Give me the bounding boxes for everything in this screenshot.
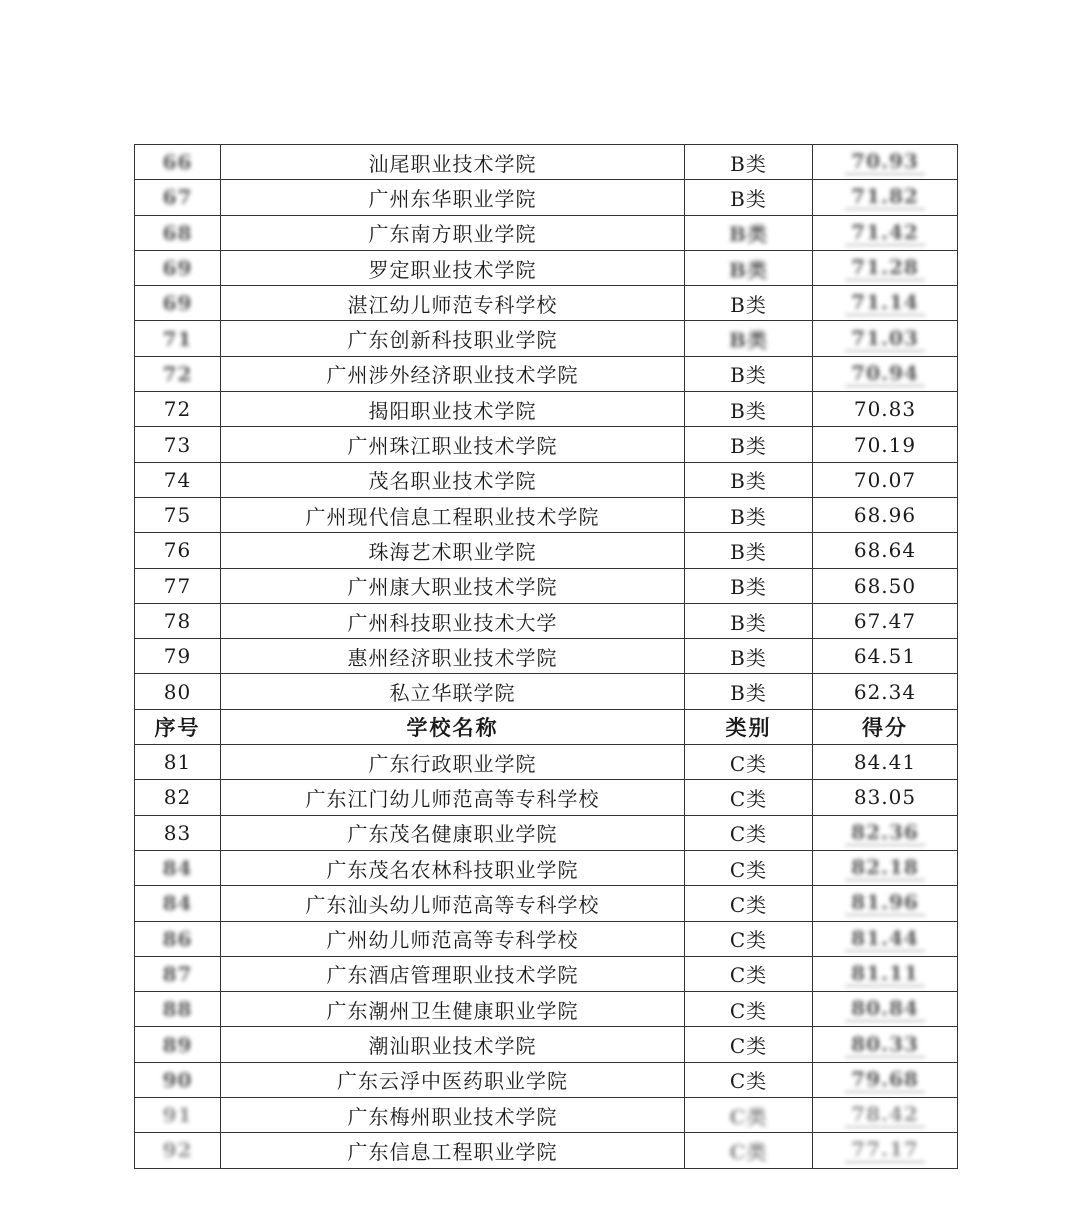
table-row	[135, 815, 958, 850]
rank-number-cell	[135, 145, 221, 180]
obscured-value: 78.42	[845, 1102, 925, 1128]
rank-number-cell	[135, 850, 221, 885]
header-school-name-cell: 学校名称	[221, 709, 685, 744]
rank-number-cell	[135, 1133, 221, 1168]
category-cell: C类	[685, 1027, 813, 1062]
school-name-cell: 广东梅州职业技术学院	[221, 1098, 685, 1133]
score-cell: 68.50	[813, 568, 958, 603]
school-name-cell: 广州康大职业技术学院	[221, 568, 685, 603]
score-cell: 83.05	[813, 780, 958, 815]
school-name-cell: 广东南方职业学院	[221, 215, 685, 250]
rank-number-cell	[135, 215, 221, 250]
table-row	[135, 1062, 958, 1097]
score-cell	[813, 886, 958, 921]
school-name-cell: 广东江门幼儿师范高等专科学校	[221, 780, 685, 815]
obscured-value: 84	[162, 891, 193, 916]
category-cell	[685, 1098, 813, 1133]
score-cell: 67.47	[813, 603, 958, 638]
table-row	[135, 780, 958, 815]
ranking-table	[134, 144, 958, 1169]
rank-number-cell: 81	[135, 745, 221, 780]
obscured-value: 71.42	[845, 220, 925, 246]
score-cell	[813, 1062, 958, 1097]
rank-number-cell: 76	[135, 533, 221, 568]
score-cell	[813, 321, 958, 356]
table-row	[135, 497, 958, 532]
obscured-value: 81.44	[845, 926, 925, 952]
obscured-value: 67	[162, 185, 193, 210]
rank-number-cell: 77	[135, 568, 221, 603]
category-cell: B类	[685, 180, 813, 215]
obscured-value: 80.84	[845, 996, 925, 1022]
obscured-value: 71.82	[845, 184, 925, 210]
school-name-cell: 广州幼儿师范高等专科学校	[221, 921, 685, 956]
category-cell: B类	[685, 639, 813, 674]
score-cell: 84.41	[813, 745, 958, 780]
score-cell	[813, 1133, 958, 1168]
table-row	[135, 639, 958, 674]
obscured-value: 88	[162, 997, 193, 1022]
table-row	[135, 533, 958, 568]
school-name-cell: 广州现代信息工程职业技术学院	[221, 497, 685, 532]
score-cell	[813, 180, 958, 215]
school-name-cell: 广东茂名健康职业学院	[221, 815, 685, 850]
obscured-value: 70.93	[845, 149, 925, 175]
category-cell: C类	[685, 956, 813, 991]
table-row	[135, 321, 958, 356]
obscured-value: 71	[162, 326, 193, 351]
rank-number-cell: 74	[135, 462, 221, 497]
score-cell	[813, 1098, 958, 1133]
rank-number-cell	[135, 356, 221, 391]
table-row	[135, 462, 958, 497]
obscured-value: 70.94	[845, 361, 925, 387]
obscured-value: 91	[162, 1103, 193, 1128]
category-cell	[685, 321, 813, 356]
obscured-value: 68	[162, 220, 193, 245]
obscured-value: 89	[162, 1032, 193, 1057]
ranking-table-body	[135, 145, 958, 1169]
rank-number-cell	[135, 921, 221, 956]
school-name-cell: 广州涉外经济职业技术学院	[221, 356, 685, 391]
school-name-cell: 广东潮州卫生健康职业学院	[221, 992, 685, 1027]
school-name-cell: 广东创新科技职业学院	[221, 321, 685, 356]
category-cell: B类	[685, 427, 813, 462]
category-cell: B类	[685, 568, 813, 603]
school-name-cell: 惠州经济职业技术学院	[221, 639, 685, 674]
table-row	[135, 145, 958, 180]
obscured-value: 80.33	[845, 1032, 925, 1058]
category-cell: C类	[685, 815, 813, 850]
rank-number-cell: 83	[135, 815, 221, 850]
category-cell: B类	[685, 603, 813, 638]
table-row	[135, 568, 958, 603]
score-cell	[813, 356, 958, 391]
rank-number-cell	[135, 180, 221, 215]
score-cell	[813, 850, 958, 885]
school-name-cell: 广州科技职业技术大学	[221, 603, 685, 638]
school-name-cell: 广东汕头幼儿师范高等专科学校	[221, 886, 685, 921]
school-name-cell: 广州珠江职业技术学院	[221, 427, 685, 462]
obscured-value: B类	[729, 328, 768, 353]
table-row	[135, 286, 958, 321]
rank-number-cell: 80	[135, 674, 221, 709]
obscured-value: C类	[729, 1104, 768, 1129]
rank-number-cell: 78	[135, 603, 221, 638]
table-row	[135, 956, 958, 991]
obscured-value: 86	[162, 926, 193, 951]
obscured-value: 72	[162, 361, 193, 386]
table-row	[135, 180, 958, 215]
score-cell	[813, 1027, 958, 1062]
table-header-row	[135, 709, 958, 744]
school-name-cell: 茂名职业技术学院	[221, 462, 685, 497]
school-name-cell: 揭阳职业技术学院	[221, 392, 685, 427]
obscured-value: 87	[162, 961, 193, 986]
table-row	[135, 392, 958, 427]
rank-number-cell	[135, 1062, 221, 1097]
school-name-cell: 广东行政职业学院	[221, 745, 685, 780]
rank-number-cell: 72	[135, 392, 221, 427]
score-cell	[813, 145, 958, 180]
table-row	[135, 1133, 958, 1168]
category-cell	[685, 1133, 813, 1168]
category-cell	[685, 215, 813, 250]
category-cell: B类	[685, 392, 813, 427]
obscured-value: B类	[729, 257, 768, 282]
score-cell	[813, 286, 958, 321]
table-row	[135, 250, 958, 285]
table-row	[135, 1098, 958, 1133]
category-cell: B类	[685, 286, 813, 321]
table-row	[135, 427, 958, 462]
table-row	[135, 674, 958, 709]
school-name-cell: 私立华联学院	[221, 674, 685, 709]
obscured-value: 79.68	[845, 1067, 925, 1093]
school-name-cell: 广东酒店管理职业技术学院	[221, 956, 685, 991]
obscured-value: 71.14	[845, 290, 925, 316]
category-cell: C类	[685, 780, 813, 815]
category-cell: C类	[685, 992, 813, 1027]
school-name-cell: 罗定职业技术学院	[221, 250, 685, 285]
score-cell	[813, 250, 958, 285]
category-cell: B类	[685, 497, 813, 532]
score-cell: 62.34	[813, 674, 958, 709]
obscured-value: 81.96	[845, 890, 925, 916]
rank-number-cell	[135, 956, 221, 991]
school-name-cell: 珠海艺术职业学院	[221, 533, 685, 568]
score-cell: 68.64	[813, 533, 958, 568]
table-row	[135, 745, 958, 780]
score-cell	[813, 956, 958, 991]
rank-number-cell	[135, 1027, 221, 1062]
category-cell: B类	[685, 674, 813, 709]
school-name-cell: 广东信息工程职业学院	[221, 1133, 685, 1168]
category-cell: C类	[685, 745, 813, 780]
obscured-value: 66	[162, 150, 193, 175]
score-cell: 70.19	[813, 427, 958, 462]
obscured-value: 71.28	[845, 255, 925, 281]
table-row	[135, 992, 958, 1027]
score-cell: 70.83	[813, 392, 958, 427]
obscured-value: 84	[162, 856, 193, 881]
obscured-value: 90	[162, 1067, 193, 1092]
rank-number-cell	[135, 992, 221, 1027]
rank-number-cell: 73	[135, 427, 221, 462]
table-row	[135, 603, 958, 638]
category-cell: C类	[685, 921, 813, 956]
header-score-cell: 得分	[813, 709, 958, 744]
school-name-cell: 潮汕职业技术学院	[221, 1027, 685, 1062]
obscured-value: 82.18	[845, 855, 925, 881]
table-row	[135, 850, 958, 885]
header-category-cell: 类别	[685, 709, 813, 744]
obscured-value: B类	[729, 222, 768, 247]
score-cell: 70.07	[813, 462, 958, 497]
obscured-value: 92	[162, 1138, 193, 1163]
obscured-value: 82.36	[845, 820, 925, 846]
school-name-cell: 汕尾职业技术学院	[221, 145, 685, 180]
score-cell	[813, 992, 958, 1027]
rank-number-cell	[135, 286, 221, 321]
obscured-value: C类	[729, 1139, 768, 1164]
table-row	[135, 215, 958, 250]
category-cell	[685, 250, 813, 285]
school-name-cell: 广东茂名农林科技职业学院	[221, 850, 685, 885]
rank-number-cell: 75	[135, 497, 221, 532]
category-cell: C类	[685, 1062, 813, 1097]
score-cell: 64.51	[813, 639, 958, 674]
header-rank-number-cell: 序号	[135, 709, 221, 744]
rank-number-cell	[135, 1098, 221, 1133]
table-row	[135, 921, 958, 956]
table-row	[135, 886, 958, 921]
category-cell: B类	[685, 356, 813, 391]
rank-number-cell	[135, 250, 221, 285]
category-cell: C类	[685, 850, 813, 885]
score-cell: 68.96	[813, 497, 958, 532]
rank-number-cell: 82	[135, 780, 221, 815]
category-cell: C类	[685, 886, 813, 921]
school-name-cell: 湛江幼儿师范专科学校	[221, 286, 685, 321]
obscured-value: 81.11	[845, 961, 925, 987]
score-cell	[813, 921, 958, 956]
table-row	[135, 356, 958, 391]
school-name-cell: 广东云浮中医药职业学院	[221, 1062, 685, 1097]
score-cell	[813, 215, 958, 250]
table-row	[135, 1027, 958, 1062]
score-cell	[813, 815, 958, 850]
rank-number-cell: 79	[135, 639, 221, 674]
rank-number-cell	[135, 886, 221, 921]
school-name-cell: 广州东华职业学院	[221, 180, 685, 215]
obscured-value: 77.17	[845, 1137, 925, 1163]
obscured-value: 69	[162, 256, 193, 281]
category-cell: B类	[685, 145, 813, 180]
category-cell: B类	[685, 462, 813, 497]
rank-number-cell	[135, 321, 221, 356]
obscured-value: 71.03	[845, 326, 925, 352]
category-cell: B类	[685, 533, 813, 568]
obscured-value: 69	[162, 291, 193, 316]
